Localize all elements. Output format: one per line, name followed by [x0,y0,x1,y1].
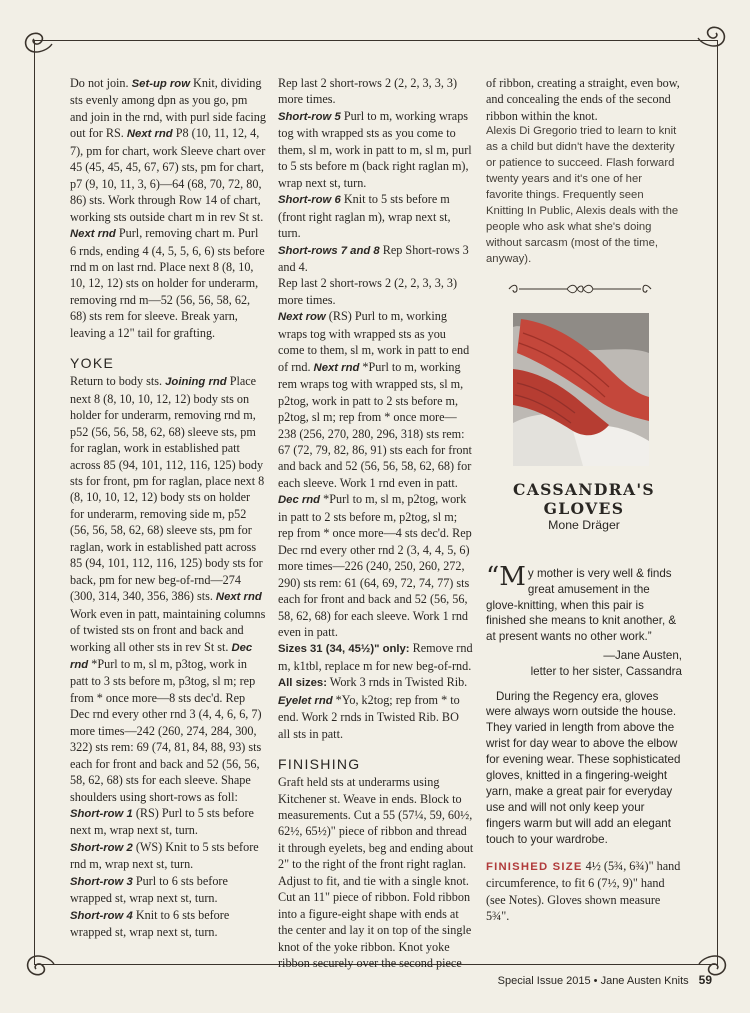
body-paragraph [278,640,474,674]
body-text: *Yo, k2tog; rep from * to end. Work 2 rnds in Twisted Rib. BO all sts in patt. [278,692,460,741]
keyword: Short-row 4 [70,909,133,922]
body-text: Return to body sts. [70,374,166,389]
section-heading-yoke: YOKE [70,355,115,372]
quote-mark-glyph: “ [486,562,500,592]
short-row-instruction [70,907,266,941]
page-footer [498,973,712,987]
body-text: *Purl to m, sl m, p2tog, work in patt to 2 sts before m, p2tog, sl m; rep from * once more—4 sts dec'd. Rep Dec rnd every other rnd 2 (3, 4, 4, 5, 6) more times—226 (240, 250, 260, 272, 290) sts rem: 61 (64, 69, 72, 74, 77) sts each for front and back and 52 (56, 56, 58, 62, 68) for each sleeve. Work 1 rnd even in patt. [278,492,472,639]
keyword: Eyelet rnd [278,694,333,707]
body-text: Knit to 6 sts before wrapped st, wrap next st, turn. [70,907,230,940]
quote-dropcap: M [499,562,526,592]
pattern-title: CASSANDRA'S GLOVES [513,480,655,518]
body-text: P8 (10, 11, 12, 4, 7), pm for chart, work Sleeve chart over 45 (45, 45, 45, 67, 67) sts, pm for chart, p7 (9, 10, 11, 3, 6)—64 (68, 70, 72, 80, 86) sts. Work through Row 14 of chart, working sts outside chart m in rev St st. [70,126,266,224]
body-text: Do not join. [70,76,132,90]
quote-source: letter to her sister, Cassandra [530,664,682,678]
keyword: Short-row 5 [278,110,341,123]
designer-name: Mone Dräger [548,518,620,532]
keyword: Short-row 6 [278,194,341,207]
section-heading-finishing: FINISHING [278,756,361,773]
column-3 [486,75,682,268]
gloves-photo [513,313,649,466]
keyword: Joining rnd [165,376,227,389]
body-text: Purl to 6 sts before wrapped st, wrap next st, turn. [70,873,228,906]
short-row-instruction [70,873,266,907]
body-text: Purl, removing chart m. Purl 6 rnds, ending 4 (4, 5, 5, 6, 6) sts before rnd m on last rnd. Place next 8 (8, 10, 10, 12, 12) sts on holder for underarm, removing rnd m—52 (56, 56, 58, 62, 68) sts rem for sleeve. Break yarn, leaving a 12" tail for grafting. [70,226,265,340]
body-paragraph: Graft held sts at underarms using Kitchener st. Weave in ends. Block to measurements. Cut a 55 (57¼, 59, 60½, 62½, 65½)" piece of ribbon and thread it through eyelets, beg and ending about 2" to the right of the front right raglan. Adjust to fit, and tie with a single knot. Cut an 11" piece of ribbon. Fold ribbon into a figure-eight shape with ends at the center and lay it on top of the single knot of the yoke ribbon. Knot yoke ribbon securely over the second piece [278,775,474,971]
column-1 [70,75,266,941]
finished-size [486,858,682,925]
body-paragraph [278,674,474,691]
keyword: Sizes 31 (34, 45½)" only: [278,643,410,656]
short-row-instruction [278,108,474,191]
body-text: *Purl to m, sl m, p3tog, work in patt to 3 sts before m, p3tog, sl m; rep from * once more—8 sts dec'd. Rep Dec rnd every other rnd 3 (4, 4, 6, 6, 7) more times—242 (260, 274, 284, 300, 322) sts rem: 69 (74, 81, 84, 88, 93) sts each for front and back and 52 (56, 56, 58, 62, 68) sts for each sleeve. Shape shoulders using short-rows as foll: [70,656,262,804]
intro-paragraph: During the Regency era, gloves were always worn outside the house. They varied in length from above the wrist for day wear to above the elbow for evening wear. These sophisticated gloves, knitted in a fingering-weight yarn, make a great pair for everyday use and will not only keep your fingers warm but will add an elegant touch to your wardrobe. [486,689,681,846]
keyword: Next rnd [313,361,360,374]
keyword: All sizes: [278,677,327,690]
designer-bio: Alexis Di Gregorio tried to learn to knit as a child but didn't have the dexterity or patience to succeed. Flash forward twenty years and it's one of her favorite things. Frequently seen Knitting In Public, Alexis deals with the people who ask what she's doing without sarcasm (most of the time, anyway). [486,125,679,265]
body-paragraph [278,308,474,640]
keyword: Dec rnd [278,494,321,507]
keyword: Dec rnd [70,641,253,671]
body-paragraph: Rep last 2 short-rows 2 (2, 2, 3, 3, 3) more times. [278,76,458,107]
keyword: Short-row 1 [70,808,133,821]
quote-attribution: —Jane Austen, [603,648,682,662]
corner-flourish-icon [18,22,54,58]
keyword: Next rnd [70,228,116,241]
divider-ornament-icon [505,282,655,296]
page-number: 59 [698,973,712,987]
body-paragraph [278,692,474,742]
body-text: (WS) Knit to 5 sts before rnd m, wrap next st, turn. [70,839,259,872]
body-paragraph: of ribbon, creating a straight, even bow, and concealing the ends of the second ribbon within the knot. [486,76,680,123]
body-text: Knit to 5 sts before m (front right raglan m), wrap next st, turn. [278,192,451,241]
body-text: Work 3 rnds in Twisted Rib. [326,675,468,690]
keyword: Next rnd [215,591,262,604]
body-paragraph: Rep last 2 short-rows 2 (2, 2, 3, 3, 3) more times. [278,276,458,307]
finished-size-text: 4½ (5¾, 6¾)" hand circumference, to fit 6 (7½, 9)" hand (see Notes). Gloves shown measure 5¾". [486,859,681,924]
finished-size-label: FINISHED SIZE [486,861,583,873]
short-row-instruction [278,191,474,241]
corner-flourish-icon [20,950,56,986]
body-text: Place next 8 (8, 10, 10, 12, 12) body sts on holder for underarm, removing rnd m, p52 (56, 56, 58, 62, 68) sleeve sts, pm for raglan, work in established patt across 85 (94, 101, 112, 116, 125) body sts for front, pm for raglan, place next 8 (8, 10, 10, 12, 12) body sts on holder for underarm, removing side m, p52 (56, 56, 58, 62, 68) sleeve sts, pm for raglan, work in established patt across 85 (94, 101, 112, 116, 125) body sts for back, pm for new beg-of-rnd—274 (300, 314, 340, 356, 386) sts. [70,374,265,604]
body-text: (RS) Purl to 5 sts before next m, wrap next st, turn. [70,806,254,838]
body-text: (RS) Purl to m, working wraps tog with wrapped sts as you come to them, sl m, work in patt to end of rnd. [278,309,470,374]
body-text: Work even in patt, maintaining columns of twisted sts on front and back and working all other sts in rev St st. [70,606,266,654]
short-row-instruction [278,242,474,276]
body-text: Purl to m, working wraps tog with wrapped sts as you come to them, sl m, work in patt to m, sl m, purl to 5 sts before m (back right raglan m), wrap next st, turn. [278,108,472,190]
keyword: Short-row 3 [70,875,133,888]
footer-publication: Special Issue 2015 • Jane Austen Knits [497,975,689,987]
corner-flourish-icon [696,16,732,52]
short-row-instruction [70,805,266,839]
keyword: Set-up row [131,78,190,90]
short-row-instruction [70,839,266,873]
keyword: Short-rows 7 and 8 [278,244,380,257]
keyword: Next row [278,311,326,324]
column-2 [278,75,474,972]
body-text: Rep Short-rows 3 and 4. [278,242,469,274]
keyword: Next rnd [126,128,173,141]
keyword: Short-row 2 [70,841,133,854]
body-text: Knit, dividing sts evenly among dpn as you go, pm and join in the rnd, with purl side facing out for RS. [70,76,266,141]
quote-mark [486,564,526,590]
body-paragraph [70,373,266,805]
quote-text: y mother is very well & finds great amusement in the glove-knitting, when this pair is finished she means to knit another, & at present wants no other work.” [486,567,677,644]
pull-quote [486,562,682,859]
body-text: *Purl to m, working rem wraps tog with wrapped sts, sl m, p2tog, work in patt to 2 sts before m, p2tog, sl m; rep from * once more—238 (256, 270, 280, 296, 318) sts rem: 67 (72, 79, 82, 86, 91) sts each for front and back and 52 (56, 56, 58, 62, 68) for each sleeve. Work 1 rnd even in patt. [278,359,472,490]
body-text: Remove rnd m, k1tbl, replace m for new beg-of-rnd. [278,641,473,673]
body-paragraph [70,75,266,341]
